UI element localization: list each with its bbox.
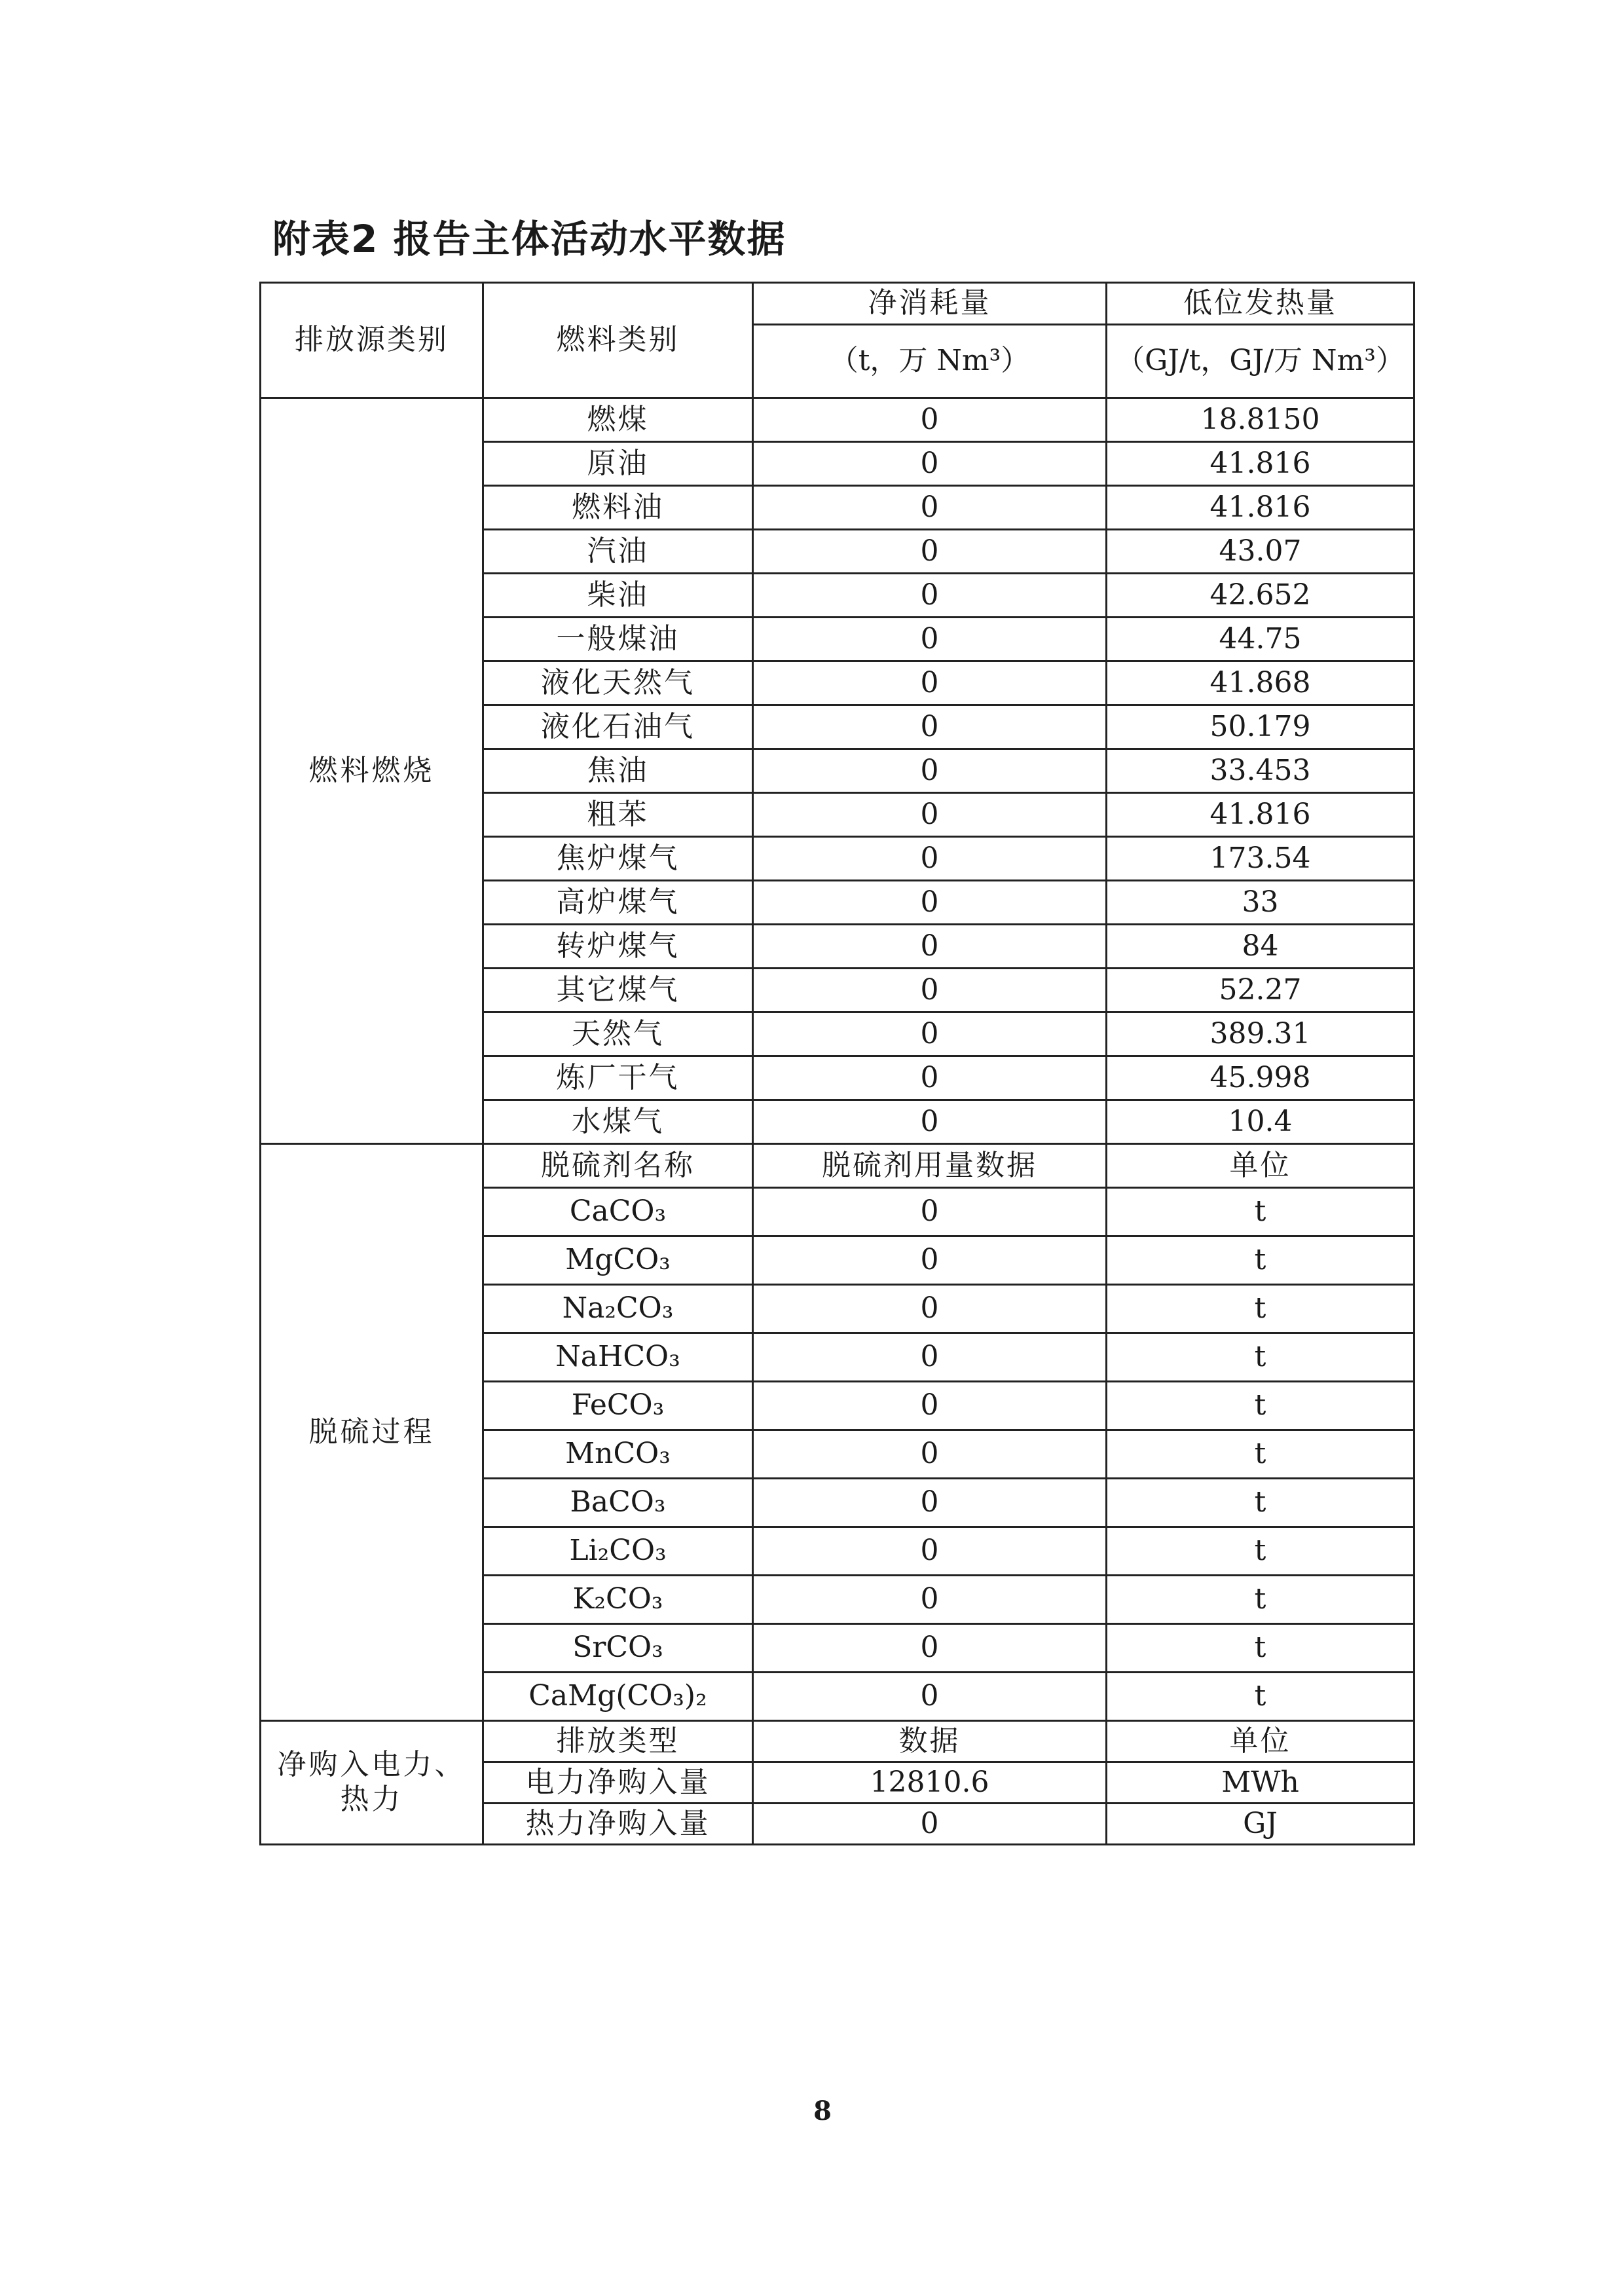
fuel-consumption: 0 [753,793,1107,837]
power-header-row [261,1721,1414,1762]
desulfurizer-name: CaCO₃ [483,1188,753,1236]
desulfurizer-unit: t [1107,1188,1414,1236]
desulfurizer-name: FeCO₃ [483,1382,753,1430]
group-label-line1: 净购入电力、 [277,1748,466,1782]
fuel-heat-value: 41.868 [1107,661,1414,705]
desulfurizer-amount: 0 [753,1430,1107,1479]
desulfurizer-name: K₂CO₃ [483,1576,753,1624]
fuel-consumption: 0 [753,1056,1107,1100]
purchase-unit: MWh [1107,1762,1414,1804]
fuel-name: 天然气 [483,1012,753,1056]
fuel-heat-value: 45.998 [1107,1056,1414,1100]
fuel-name: 柴油 [483,574,753,618]
fuel-consumption: 0 [753,398,1107,442]
desulfurizer-unit: t [1107,1333,1414,1382]
fuel-consumption: 0 [753,705,1107,749]
desulfurizer-amount: 0 [753,1236,1107,1285]
table-row [261,398,1414,442]
desulf-header-name: 脱硫剂名称 [483,1144,753,1188]
desulfurizer-unit: t [1107,1285,1414,1333]
fuel-consumption: 0 [753,530,1107,574]
desulfurizer-name: MgCO₃ [483,1236,753,1285]
power-header-type: 排放类型 [483,1721,753,1762]
activity-data-table [259,282,1415,1845]
page-title: 附表2 报告主体活动水平数据 [272,217,786,261]
fuel-consumption: 0 [753,969,1107,1012]
fuel-consumption: 0 [753,442,1107,486]
fuel-name: 液化石油气 [483,705,753,749]
fuel-heat-value: 10.4 [1107,1100,1414,1144]
fuel-name: 高炉煤气 [483,881,753,925]
desulfurizer-name: CaMg(CO₃)₂ [483,1673,753,1721]
fuel-heat-value: 173.54 [1107,837,1414,881]
fuel-heat-value: 41.816 [1107,793,1414,837]
desulfurizer-amount: 0 [753,1382,1107,1430]
desulfurizer-unit: t [1107,1527,1414,1576]
fuel-heat-value: 41.816 [1107,442,1414,486]
desulf-header-amount: 脱硫剂用量数据 [753,1144,1107,1188]
purchase-type: 电力净购入量 [483,1762,753,1804]
desulfurizer-unit: t [1107,1624,1414,1673]
header-heat-value: 低位发热量 [1107,283,1414,325]
purchase-amount: 12810.6 [753,1762,1107,1804]
fuel-name: 一般煤油 [483,618,753,661]
header-consumption: 净消耗量 [753,283,1107,325]
header-fuel-type: 燃料类别 [483,283,753,398]
fuel-name: 燃煤 [483,398,753,442]
fuel-heat-value: 84 [1107,925,1414,969]
group-label-purchased-power-heat [261,1721,483,1845]
desulfurizer-amount: 0 [753,1285,1107,1333]
desulfurizer-name: Na₂CO₃ [483,1285,753,1333]
header-source-category: 排放源类别 [261,283,483,398]
fuel-name: 原油 [483,442,753,486]
fuel-consumption: 0 [753,486,1107,530]
header-row-top [261,283,1414,325]
fuel-name: 炼厂干气 [483,1056,753,1100]
fuel-name: 焦炉煤气 [483,837,753,881]
fuel-heat-value: 18.8150 [1107,398,1414,442]
desulfurizer-amount: 0 [753,1527,1107,1576]
fuel-heat-value: 52.27 [1107,969,1414,1012]
desulfurizer-amount: 0 [753,1333,1107,1382]
fuel-heat-value: 389.31 [1107,1012,1414,1056]
desulf-header-row [261,1144,1414,1188]
fuel-consumption: 0 [753,661,1107,705]
desulfurizer-amount: 0 [753,1624,1107,1673]
header-heat-value-unit: （GJ/t，GJ/万 Nm³） [1107,325,1414,398]
fuel-heat-value: 33.453 [1107,749,1414,793]
fuel-name: 粗苯 [483,793,753,837]
purchase-type: 热力净购入量 [483,1804,753,1845]
desulfurizer-unit: t [1107,1236,1414,1285]
header-consumption-unit: （t，万 Nm³） [753,325,1107,398]
desulfurizer-amount: 0 [753,1673,1107,1721]
fuel-heat-value: 42.652 [1107,574,1414,618]
group-label-fuel-combustion: 燃料燃烧 [261,398,483,1144]
fuel-consumption: 0 [753,837,1107,881]
desulfurizer-amount: 0 [753,1479,1107,1527]
fuel-name: 液化天然气 [483,661,753,705]
fuel-consumption: 0 [753,881,1107,925]
desulfurizer-name: Li₂CO₃ [483,1527,753,1576]
desulfurizer-amount: 0 [753,1576,1107,1624]
desulfurizer-unit: t [1107,1382,1414,1430]
fuel-heat-value: 41.816 [1107,486,1414,530]
fuel-consumption: 0 [753,749,1107,793]
fuel-consumption: 0 [753,618,1107,661]
fuel-consumption: 0 [753,1100,1107,1144]
purchase-amount: 0 [753,1804,1107,1845]
desulfurizer-unit: t [1107,1576,1414,1624]
desulfurizer-unit: t [1107,1673,1414,1721]
fuel-consumption: 0 [753,574,1107,618]
desulfurizer-name: NaHCO₃ [483,1333,753,1382]
desulfurizer-name: SrCO₃ [483,1624,753,1673]
desulfurizer-unit: t [1107,1430,1414,1479]
page-number: 8 [813,2096,832,2126]
fuel-heat-value: 50.179 [1107,705,1414,749]
purchase-unit: GJ [1107,1804,1414,1845]
fuel-name: 汽油 [483,530,753,574]
desulfurizer-name: MnCO₃ [483,1430,753,1479]
fuel-consumption: 0 [753,925,1107,969]
fuel-heat-value: 33 [1107,881,1414,925]
desulfurizer-amount: 0 [753,1188,1107,1236]
fuel-consumption: 0 [753,1012,1107,1056]
fuel-name: 其它煤气 [483,969,753,1012]
desulfurizer-unit: t [1107,1479,1414,1527]
fuel-name: 焦油 [483,749,753,793]
group-label-desulfurization: 脱硫过程 [261,1144,483,1721]
power-header-data: 数据 [753,1721,1107,1762]
group-label-line2: 热力 [340,1783,403,1816]
power-header-unit: 单位 [1107,1721,1414,1762]
fuel-name: 转炉煤气 [483,925,753,969]
desulfurizer-name: BaCO₃ [483,1479,753,1527]
fuel-heat-value: 44.75 [1107,618,1414,661]
fuel-name: 燃料油 [483,486,753,530]
desulf-header-unit: 单位 [1107,1144,1414,1188]
fuel-name: 水煤气 [483,1100,753,1144]
fuel-heat-value: 43.07 [1107,530,1414,574]
